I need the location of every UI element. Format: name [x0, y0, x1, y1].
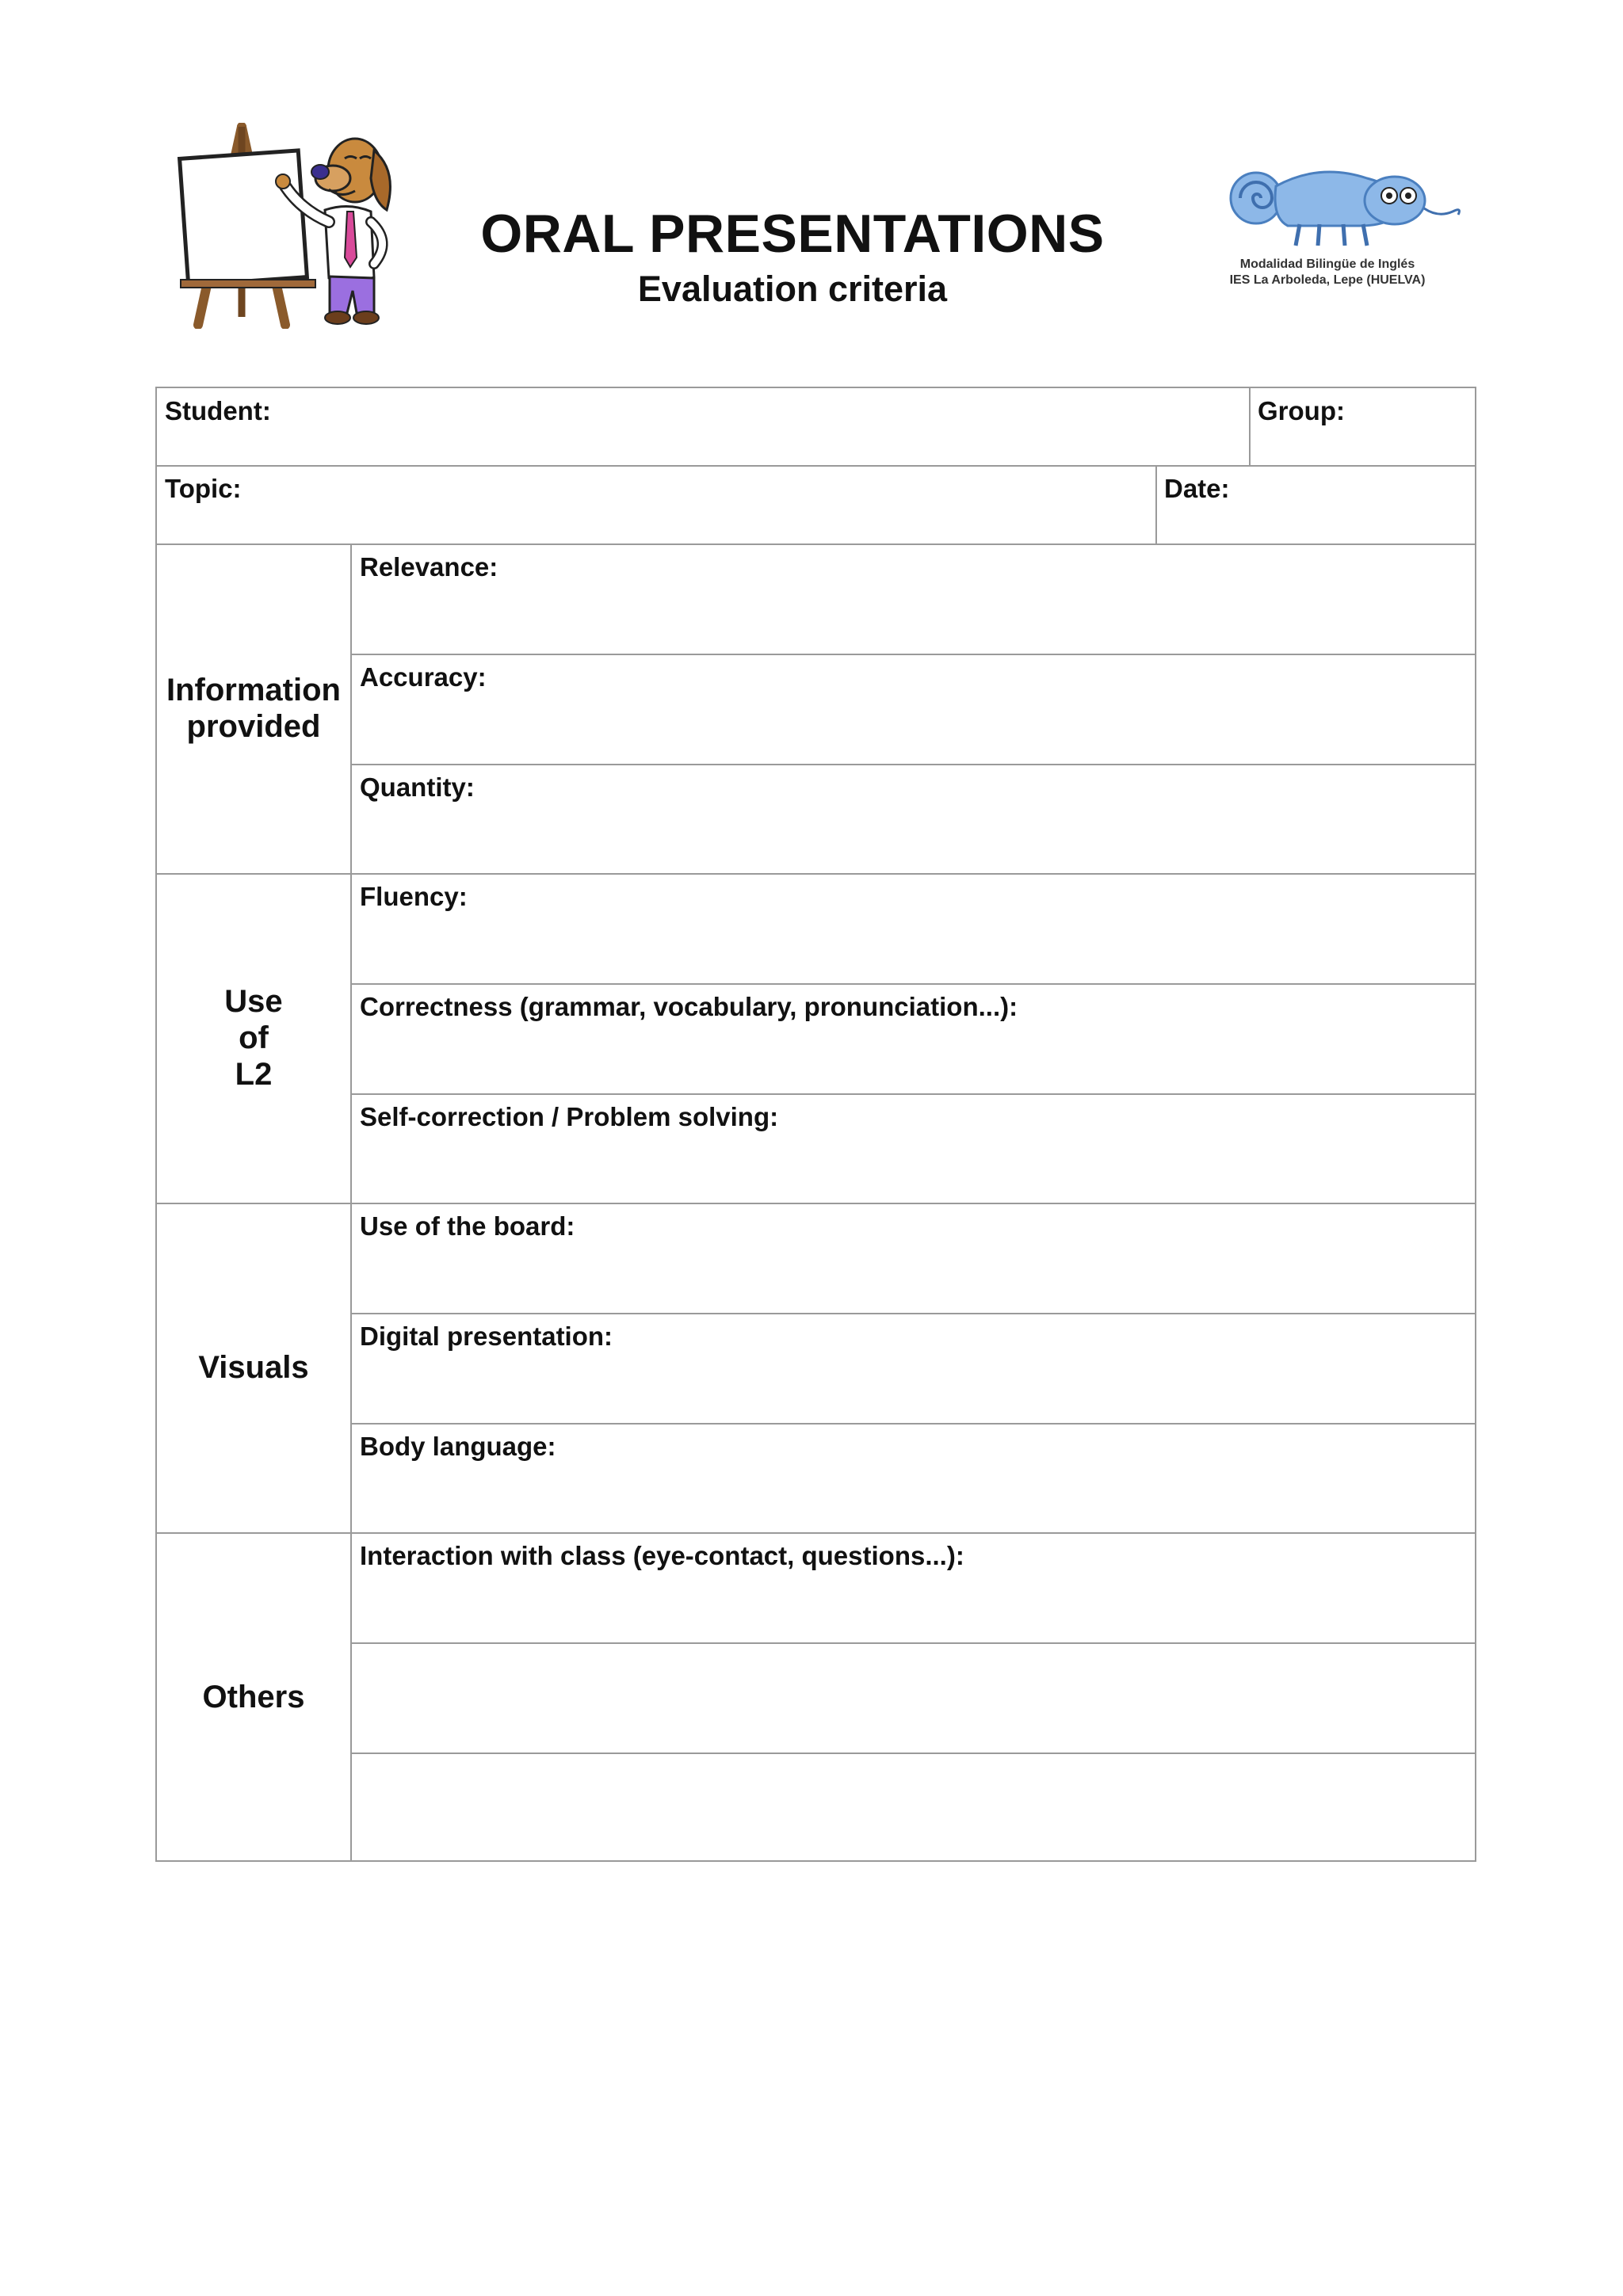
chameleon-logo-icon [1201, 162, 1470, 254]
criterion-accuracy: Accuracy: [360, 662, 487, 692]
row-divider [350, 1753, 1475, 1754]
column-divider [1155, 465, 1157, 543]
criterion-fluency: Fluency: [360, 882, 468, 911]
criterion-digital-presentation: Digital presentation: [360, 1322, 613, 1351]
category-others [157, 1532, 350, 1862]
logo-caption-line-1: Modalidad Bilingüe de Inglés [1239, 257, 1415, 271]
topic-field-label: Topic: [165, 474, 242, 503]
category-label-line: of [239, 1020, 269, 1055]
criterion-interaction: Interaction with class (eye-contact, questions...): [360, 1541, 964, 1570]
school-logo [1185, 162, 1470, 297]
logo-caption-line-2: IES La Arboleda, Lepe (HUELVA) [1229, 273, 1426, 287]
row-divider [350, 1642, 1475, 1644]
row-divider [350, 654, 1475, 655]
category-label-line: Visuals [198, 1350, 309, 1385]
category-label-line: provided [186, 709, 321, 744]
title-block [444, 202, 1141, 311]
group-field-label: Group: [1258, 396, 1345, 425]
row-divider [157, 465, 1475, 467]
category-use-of-l2 [157, 873, 350, 1203]
row-divider [350, 764, 1475, 765]
category-label-line: L2 [235, 1057, 273, 1092]
row-divider [350, 983, 1475, 985]
criterion-quantity: Quantity: [360, 772, 475, 802]
category-label-line: Information [166, 673, 341, 707]
criterion-self-correction: Self-correction / Problem solving: [360, 1102, 779, 1131]
page-title: ORAL PRESENTATIONS [480, 204, 1105, 264]
row-divider [157, 1532, 1475, 1534]
category-visuals [157, 1203, 350, 1532]
evaluation-form [155, 387, 1476, 1862]
column-divider [1249, 388, 1251, 465]
row-divider [350, 1423, 1475, 1425]
row-divider [157, 543, 1475, 545]
criterion-correctness: Correctness (grammar, vocabulary, pronunciation...): [360, 992, 1018, 1021]
row-divider [350, 1313, 1475, 1314]
dog-presenter-illustration [166, 123, 412, 329]
row-divider [350, 1093, 1475, 1095]
column-divider [350, 543, 352, 1860]
category-label-line: Others [202, 1680, 305, 1714]
row-divider [157, 873, 1475, 875]
criterion-use-of-board: Use of the board: [360, 1211, 575, 1241]
row-divider [157, 1203, 1475, 1204]
student-field-label: Student: [165, 396, 271, 425]
category-information-provided [157, 543, 350, 873]
category-label-line: Use [224, 984, 283, 1019]
date-field-label: Date: [1164, 474, 1230, 503]
criterion-relevance: Relevance: [360, 552, 498, 582]
page-subtitle: Evaluation criteria [637, 269, 948, 309]
criterion-body-language: Body language: [360, 1432, 556, 1461]
